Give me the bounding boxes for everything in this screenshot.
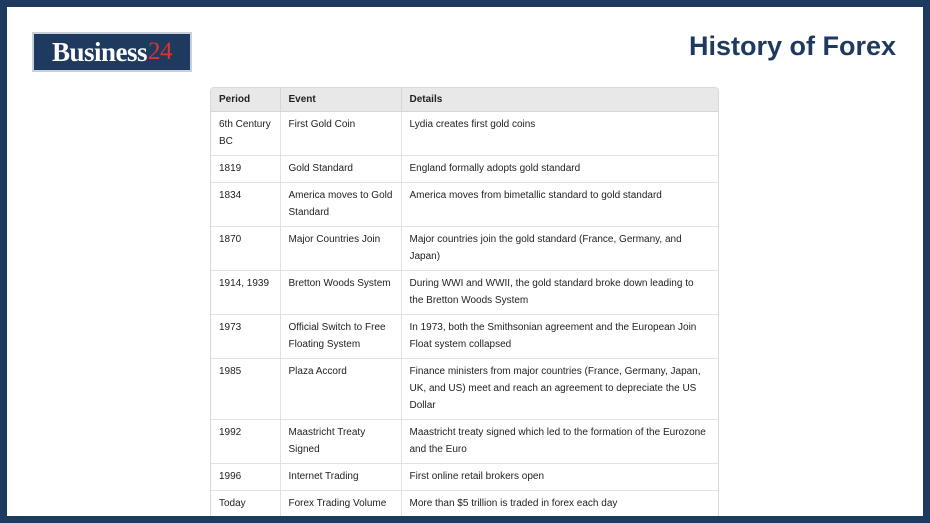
- event-cell: First Gold Coin: [280, 112, 401, 156]
- details-cell: More than $5 trillion is traded in forex each day: [409, 498, 618, 509]
- event-cell: Forex Trading Volume: [280, 491, 401, 517]
- header-event: Event: [280, 88, 401, 112]
- period-cell: 1973: [211, 315, 280, 359]
- table-row: [211, 156, 718, 183]
- details-cell: First online retail brokers open: [401, 464, 718, 491]
- period-cell: 1985: [211, 359, 280, 420]
- header-details: Details: [401, 88, 718, 112]
- table-row: [211, 315, 718, 359]
- event-cell: Major Countries Join: [280, 227, 401, 271]
- period-cell: 1996: [211, 464, 280, 491]
- event-cell: Plaza Accord: [280, 359, 401, 420]
- event-cell: Gold Standard: [280, 156, 401, 183]
- table-row: [211, 183, 718, 227]
- period-cell: 1992: [211, 420, 280, 464]
- details-cell: America moves from bimetallic standard to gold standard: [401, 183, 718, 227]
- event-cell: Official Switch to Free Floating System: [280, 315, 401, 359]
- business24-logo: [32, 32, 192, 72]
- page-title: History of Forex: [688, 31, 896, 61]
- table-row: [211, 420, 718, 464]
- table-row: [211, 464, 718, 491]
- details-cell: Finance ministers from major countries (France, Germany, Japan, UK, and US) meet and reach an agreement to depreciate the US Dollar: [401, 359, 718, 420]
- event-cell: America moves to Gold Standard: [280, 183, 401, 227]
- table-header-row: [211, 88, 718, 112]
- period-cell: 6th Century BC: [211, 112, 280, 156]
- table-row: [211, 112, 718, 156]
- table-row: [211, 491, 718, 517]
- header-period: Period: [211, 88, 280, 112]
- event-cell: Bretton Woods System: [280, 271, 401, 315]
- forex-history-table: [210, 87, 719, 516]
- details-cell: In 1973, both the Smithsonian agreement and the European Join Float system collapsed: [401, 315, 718, 359]
- period-cell: 1834: [211, 183, 280, 227]
- event-cell: Maastricht Treaty Signed: [280, 420, 401, 464]
- logo-number: 24: [148, 38, 173, 65]
- details-cell: Maastricht treaty signed which led to the formation of the Eurozone and the Euro: [401, 420, 718, 464]
- event-cell: Internet Trading: [280, 464, 401, 491]
- details-cell: Lydia creates first gold coins: [401, 112, 718, 156]
- details-cell: During WWI and WWII, the gold standard broke down leading to the Bretton Woods System: [401, 271, 718, 315]
- table-row: [211, 359, 718, 420]
- slide: [7, 7, 923, 516]
- period-cell: 1819: [211, 156, 280, 183]
- period-cell: 1870: [211, 227, 280, 271]
- table-row: [211, 227, 718, 271]
- table-row: [211, 271, 718, 315]
- period-cell: 1914, 1939: [211, 271, 280, 315]
- details-cell: Major countries join the gold standard (France, Germany, and Japan): [401, 227, 718, 271]
- period-cell: Today: [211, 491, 280, 517]
- details-cell: England formally adopts gold standard: [401, 156, 718, 183]
- logo-text: Business: [51, 36, 148, 67]
